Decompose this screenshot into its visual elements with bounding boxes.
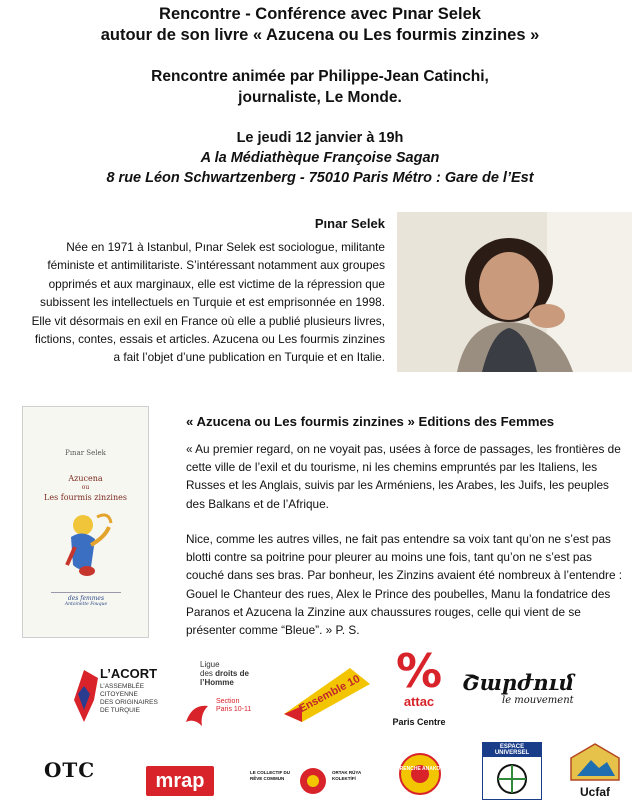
event-title [0,4,640,46]
ldh-text [200,660,249,687]
ldh-line-4: Section [216,698,240,705]
mrap-logo [146,766,214,796]
attac-name: attac [403,694,435,709]
book-cover [22,406,149,638]
host-line-1: Rencontre animée par Philippe-Jean Catinchi, [151,68,489,85]
event-details [0,128,640,188]
attac-subtitle: Paris Centre [392,717,446,727]
book-cover-title-3: Les fourmis zinzines [44,493,127,502]
author-portrait [397,212,632,372]
ldh-logo [182,660,266,735]
book-heading: « Azucena ou Les fourmis zinzines » Editions des Femmes [186,414,555,429]
book-cover-illustration [61,507,116,582]
bio-text: Née en 1971 à Istanbul, Pınar Selek est sociologue, militante féministe et antimilitariste. S’intéressant notamment aux groupes opprimés et aux marginaux, elle est victime de la répression que subissent les intellectuels en Turquie et est emprisonnée en 1998. Elle vit désormais en exil en France où elle a publié plusieurs livres, fictions, contes, essais et articles. Azucena ou Les fourmis zinzines a fait l’objet d’une publication en Turquie et en Italie. [31,240,385,365]
event-venue: A la Médiathèque Françoise Sagan [200,150,440,166]
anako-emblem-icon [398,752,442,798]
ensemble-name: Ensemble 10 [297,672,363,716]
bio-name: Pınar Selek [314,216,385,231]
espace-emblem-icon [483,757,541,797]
host-info [0,66,640,108]
acort-subtitle [100,683,158,715]
attac-percent-icon: % [395,644,443,698]
ldh-line-3: l’Homme [200,678,234,687]
collectif-logo [250,764,360,798]
event-date: Le jeudi 12 janvier à 19h [236,130,404,146]
book-cover-title-2: ou [81,484,90,491]
collectif-icon [298,766,328,796]
acort-name: L’ACORT [100,666,158,681]
book-cover-title-1: Azucena [68,474,103,483]
ldh-line-2a: des [200,669,216,678]
book-cover-publisher [51,592,121,607]
ucfaf-logo [563,742,627,798]
book-cover-publisher-name: des femmes [67,595,105,602]
book-quote-2: Nice, comme les autres villes, ne fait pas entendre sa voix tant qu’on ne s’est pas blotti contre sa poitrine pour pleurer au moins une fois, tant qu’on ne s’est pas couché dans ses bras. Par bonheur, les Zinzins avaient été nombreux à l’entendre : Gouel le Chanteur des rues, Alex le Prince des poubelles, Manu la fondatrice des Paranos et Azucena la Zinzine aux chaussures rouges, celle qui vient de se présenter comme “Bleue”. » P. S. [186,532,623,638]
anako-name: RENCHE ANAKO [399,766,441,772]
acort-logo [70,666,175,728]
author-portrait-image [397,212,632,372]
movement-subtitle: le mouvement [502,695,574,706]
book-cover-publisher-sub: Antoinette Fouque [64,602,108,607]
otc-name: OTC [44,758,96,782]
book-cover-title [23,473,148,503]
collectif-subtitle: ORTAK RÜYA KOLEKTİFİ [332,770,362,781]
ucfaf-name: Ucfaf [579,785,610,799]
acort-flag-icon [70,670,98,722]
movement-name: Շարժում [462,670,575,695]
book-cover-author: Pınar Selek [65,449,106,457]
anako-logo [398,752,442,798]
collectif-name: LE COLLECTIF DU RÊVE COMMUN [250,770,290,781]
ucfaf-mountain-icon [563,742,627,782]
ldh-line-1: Ligue [200,660,220,669]
acort-line-1: L’ASSEMBLÉE [100,683,145,690]
book-quote-1: « Au premier regard, on ne voyait pas, usées à force de passages, les frontières de cette ville de l’exil et du tourisme, ni les chemins empruntés par les Italiens, les Russes et les Anglais, suivis par les Arméniens, les Arabes, les Juifs, les peuples des Balkans et de l’Afrique. [186,442,621,511]
espace-name: ESPACE UNIVERSEL [483,743,541,757]
ensemble-logo [280,664,375,724]
attac-logo [384,644,454,738]
acort-line-4: DE TURQUIE [100,707,140,714]
event-title-line-2: autour de son livre « Azucena ou Les fourmis zinzines » [100,26,540,44]
acort-line-2: CITOYENNE [100,691,138,698]
ldh-line-2 [200,669,249,678]
ldh-bird-icon [182,700,212,730]
ldh-section [216,698,251,714]
acort-line-3: DES ORIGINAIRES [100,699,158,706]
ldh-line-2b: droits de [215,669,249,678]
movement-logo [462,670,582,720]
event-address: 8 rue Léon Schwartzenberg - 75010 Paris Métro : Gare de l’Est [106,170,534,186]
mrap-name: mrap [155,770,205,792]
host-line-2: journaliste, Le Monde. [238,89,402,106]
otc-logo [44,750,104,796]
ldh-line-5: Paris 10-11 [216,706,252,713]
espace-universel-logo [482,742,542,800]
event-title-line-1: Rencontre - Conférence avec Pınar Selek [159,5,481,23]
